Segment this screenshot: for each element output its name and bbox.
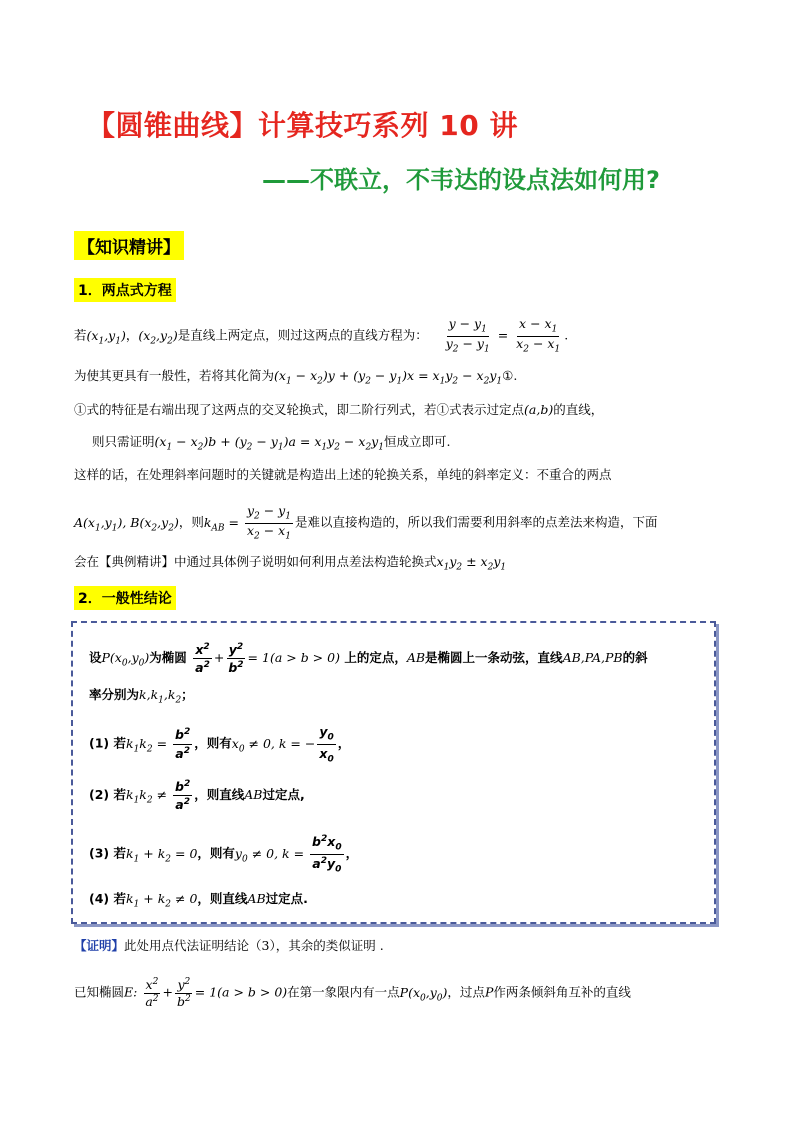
paragraph-general-form: 为使其更具有一般性，若将其化简为$(x_1 - x_2)y + (y_2 - y_1)x = x_1y_2$ − $x_2y_1①$. [74,368,518,387]
case-2: (2) 若$k_1k_2$ ≠ $\frac{b^2}{a^2}$ ，则直线AB过定点, [89,779,305,813]
case-3: (3) 若$k_1 + k_2 = 0$，则有$y_0 \ne 0$, k = $\frac{b^2x_0}{a^2y_0}$ ， [89,834,359,875]
section-2-heading: 2．一般性结论 [74,586,176,610]
paragraph-slope-key: 这样的话，在处理斜率问题时的关键就是构造出上述的轮换关系，单纯的斜率定义：不重合的两点 [74,467,612,482]
box-line-1: 设$P(x_0,y_0)$为椭圆 $\frac{x^2}{a^2}$ + $\frac{y^2}{b^2}$ = 1(a > b > 0) 上的定点，AB是椭圆上一条动弦，直线AB,PA,PB的斜 [89,642,648,676]
case-1: (1) 若$k_1k_2$ = $\frac{b^2}{a^2}$ ，则有$x_0 \ne 0$, k = − $\frac{y_0}{x_0}$ ， [89,724,351,764]
paragraph-two-point: 若$(x_1,y_1)$，$(x_2,y_2)$是直线上两定点，则过这两点的直线方程为： $\frac{y - y_1}{y_2 - y_1}$ = $\frac{x - x_1}{x_2 - x_1}$ . [74,316,569,354]
document-subtitle: ——不联立，不韦达的设点法如何用? [262,166,660,194]
case-4: (4) 若$k_1 + k_2 \ne 0$，则直线AB过定点. [89,891,308,910]
paragraph-feature: ①式的特征是右端出现了这两点的交叉轮换式，即二阶行列式，若①式表示过定点(a,b)的直线， [74,402,604,417]
paragraph-example-ref: 会在【典例精讲】中通过具体例子说明如何利用点差法构造轮换式$x_1y_2 \pm x_2y_1$ [74,554,507,573]
proof-line-2: 已知椭圆E: $\frac{x^2}{a^2}$ + $\frac{y^2}{b^2}$ = 1(a > b > 0)在第一象限内有一点$P(x_0,y_0)$，过点P作两条倾斜角互补的直线 [74,977,631,1009]
document-title: 【圆锥曲线】计算技巧系列 10 讲 [87,109,518,142]
two-point-formula: $\frac{y - y_1}{y_2 - y_1}$ [445,316,490,354]
box-line-2: 率分别为$k,k_1,k_2$； [89,687,194,706]
section-knowledge-heading: 【知识精讲】 [74,231,184,260]
slope-formula: $\frac{y_2 - y_1}{x_2 - x_1}$ [246,503,291,541]
ellipse-formula: $\frac{x^2}{a^2}$ [195,642,210,676]
section-1-heading: 1．两点式方程 [74,278,176,302]
paragraph-proof-condition: 则只需证明$(x_1 - x_2)b + (y_2 - y_1)a = x_1y_2 - x_2y_1$恒成立即可. [92,434,451,453]
paragraph-slope-definition: $A(x_1,y_1)$, $B(x_2,y_2)$，则$k_{AB}$ = $\frac{y_2 - y_1}{x_2 - x_1}$ 是难以直接构造的，所以我们需要利用斜率的点差法来构造，下面 [74,503,658,541]
proof-intro: 【证明】此处用点代法证明结论（3），其余的类似证明 . [74,938,384,953]
proof-label: 【证明】 [74,938,125,953]
